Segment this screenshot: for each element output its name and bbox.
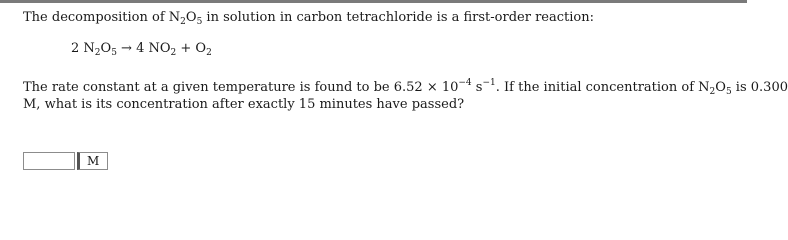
question-line-2: M, what is its concentration after exactly 15 minutes have passed? — [23, 97, 465, 112]
unit-label: M — [77, 152, 108, 170]
question-intro: The decomposition of $N_2O_5$ in solution in carbon tetrachloride is a first-order reaction: — [23, 10, 594, 27]
top-border — [0, 0, 747, 3]
rate-constant-text: The rate constant at a given temperature is found to be $6.52 \times 10^{-4}$ $s^{-1}$. If the initial concentration of $N_2O_5$ is 0.300 — [23, 78, 788, 97]
answer-input[interactable] — [23, 152, 75, 170]
reaction-equation: 2 $N_2O_5 \to 4$ $NO_2 + O_2$ — [71, 41, 212, 58]
